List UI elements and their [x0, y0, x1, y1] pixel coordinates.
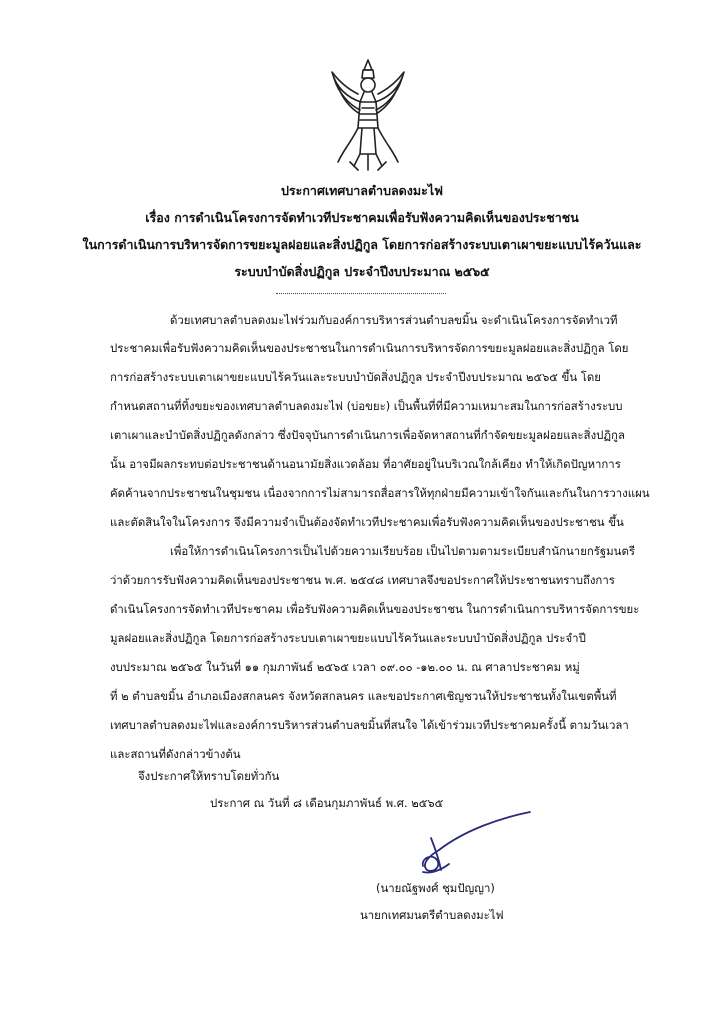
paragraph-1-line: คัดค้านจากประชาชนในชุมชน เนื่องจากการไม่สามารถสื่อสารให้ทุกฝ่ายมีความเข้าใจกันและกันในการวางแผน: [110, 486, 650, 500]
subject-line-3: ระบบบำบัดสิ่งปฏิกูล ประจำปีงบประมาณ ๒๕๖๕: [234, 264, 490, 279]
announcement-title: ประกาศเทศบาลตำบลดงมะไฟ: [281, 183, 443, 198]
paragraph-2-line: ดำเนินโครงการจัดทำเวทีประชาคม เพื่อรับฟังความคิดเห็นของประชาชน ในการดำเนินการบริหารจัดการขยะ: [110, 602, 640, 616]
paragraph-1-line: ด้วยเทศบาลตำบลดงมะไฟร่วมกับองค์การบริหารส่วนตำบลขมิ้น จะดำเนินโครงการจัดทำเวที: [170, 313, 618, 327]
paragraph-2-line: ที่ ๒ ตำบลขมิ้น อำเภอเมืองสกลนคร จังหวัดสกลนคร และขอประกาศเชิญชวนให้ประชาชนทั้งในเขตพื้นที่: [110, 689, 617, 703]
paragraph-1-line: เตาเผาและบำบัดสิ่งปฏิกูลดังกล่าว ซึ่งปัจจุบันการดำเนินการเพื่อจัดหาสถานที่กำจัดขยะมูลฝอยและสิ่งปฏิกูล: [110, 428, 625, 442]
closing-statement: จึงประกาศให้ทราบโดยทั่วกัน: [138, 769, 280, 783]
paragraph-2-line: เทศบาลตำบลดงมะไฟและองค์การบริหารส่วนตำบลขมิ้นที่สนใจ ได้เข้าร่วมเวทีประชาคมครั้งนี้ ตามวันเวลา: [110, 718, 629, 732]
paragraph-1-line: นั้น อาจมีผลกระทบต่อประชาชนด้านอนามัยสิ่งแวดล้อม ที่อาศัยอยู่ในบริเวณใกล้เคียง ทำให้เกิดปัญหาการ: [110, 457, 621, 471]
paragraph-1-line: การก่อสร้างระบบเตาเผาขยะแบบไร้ควันและระบบบำบัดสิ่งปฏิกูล ประจำปีงบประมาณ ๒๕๖๕ ขึ้น โดย: [110, 370, 601, 384]
signatory-position: นายกเทศมนตรีตำบลดงมะไฟ: [360, 908, 504, 922]
announcement-date: ประกาศ ณ วันที่ ๘ เดือนกุมภาพันธ์ พ.ศ. ๒๕๖๕: [210, 796, 444, 810]
paragraph-2-line: และสถานที่ดังกล่าวข้างต้น: [110, 747, 241, 761]
garuda-emblem-icon: [328, 58, 408, 173]
paragraph-2-line: มูลฝอยและสิ่งปฏิกูล โดยการก่อสร้างระบบเตาเผาขยะแบบไร้ควันและระบบบำบัดสิ่งปฏิกูล ประจำปี: [110, 631, 586, 645]
signatory-name: (นายณัฐพงศ์ ชุมปัญญา): [376, 881, 495, 895]
subject-line: เรื่อง การดำเนินโครงการจัดทำเวทีประชาคมเพื่อรับฟังความคิดเห็นของประชาชน: [145, 210, 579, 225]
paragraph-1-line: ประชาคมเพื่อรับฟังความคิดเห็นของประชาชนในการดำเนินการบริหารจัดการขยะมูลฝอยและสิ่งปฏิกูล โดย: [110, 341, 629, 355]
paragraph-2-line: เพื่อให้การดำเนินโครงการเป็นไปด้วยความเรียบร้อย เป็นไปตามตามระเบียบสำนักนายกรัฐมนตรี: [170, 544, 635, 558]
paragraph-1-line: และตัดสินใจในโครงการ จึงมีความจำเป็นต้องจัดทำเวทีประชาคมเพื่อรับฟังความคิดเห็นของประชาชน ขึ้น: [110, 515, 624, 529]
subject-line-2: ในการดำเนินการบริหารจัดการขยะมูลฝอยและสิ่งปฏิกูล โดยการก่อสร้างระบบเตาเผาขยะแบบไร้ควันและ: [82, 237, 642, 252]
handwritten-signature: [405, 808, 535, 888]
paragraph-2-line: ว่าด้วยการรับฟังความคิดเห็นของประชาชน พ.ศ. ๒๕๔๘ เทศบาลจึงขอประกาศให้ประชาชนทราบถึงการ: [110, 573, 615, 587]
dotted-divider: [276, 293, 446, 294]
paragraph-2-line: งบประมาณ ๒๕๖๕ ในวันที่ ๑๑ กุมภาพันธ์ ๒๕๖๕ เวลา ๐๙.๐๐ -๑๒.๐๐ น. ณ ศาลาประชาคม หมู่: [110, 660, 580, 674]
paragraph-1-line: กำหนดสถานที่ทิ้งขยะของเทศบาลตำบลดงมะไฟ (บ่อขยะ) เป็นพื้นที่ที่มีความเหมาะสมในการก่อสร้างระบบ: [110, 399, 623, 413]
